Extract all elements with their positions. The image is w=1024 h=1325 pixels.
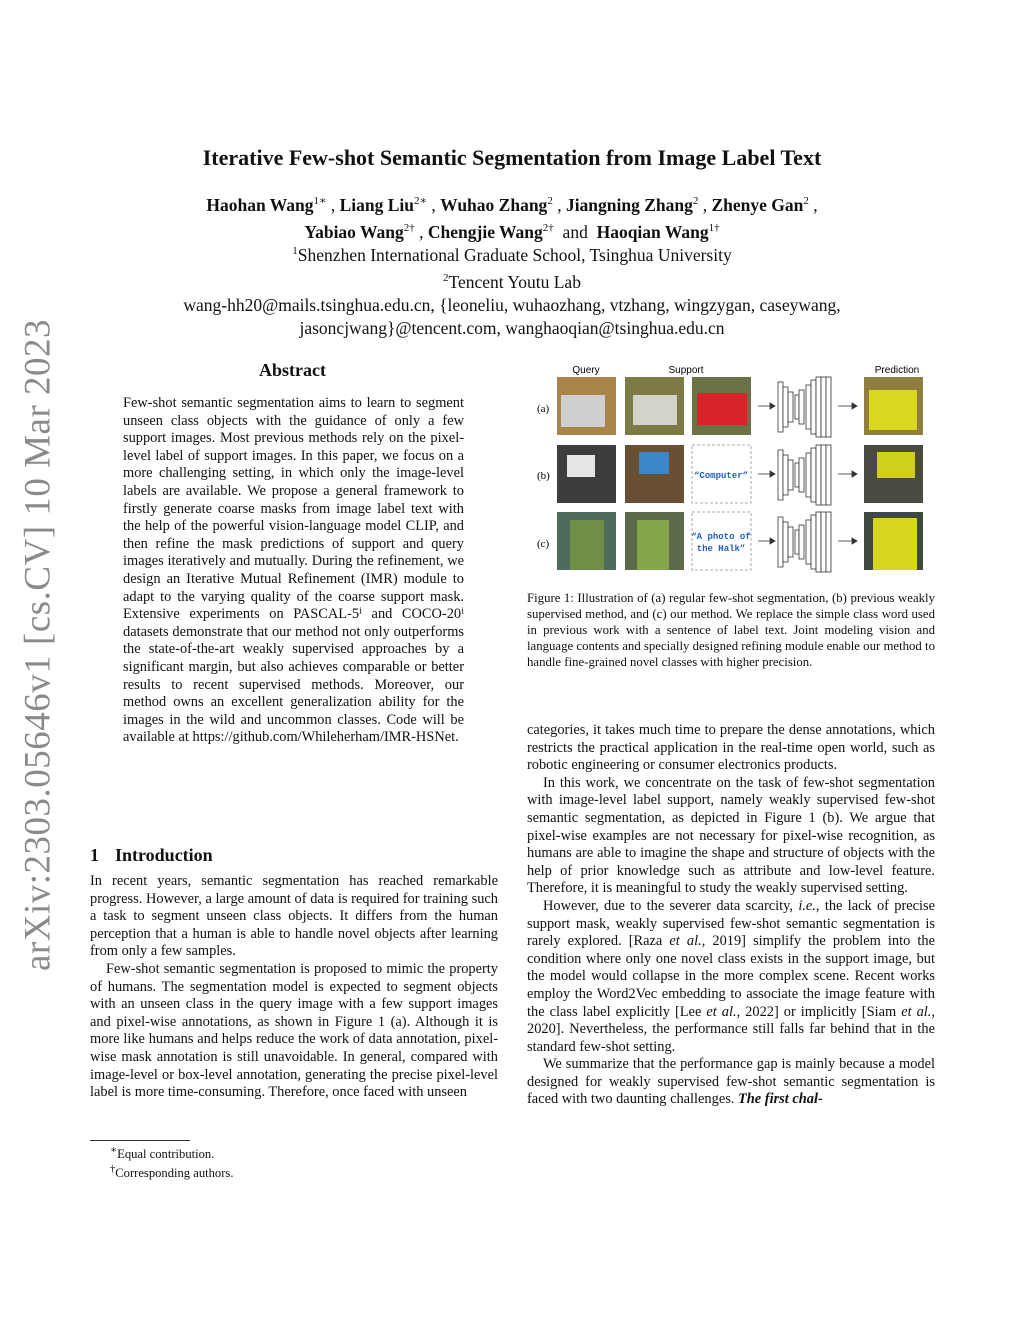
label-text-computer: “Computer” — [693, 471, 749, 481]
email-line-1: wang-hh20@mails.tsinghua.edu.cn, {leoneliu, wuhaozhang, vtzhang, wingzygan, caseywang, — [183, 294, 841, 315]
affiliation-1: $^1$Shenzhen International Graduate School, Tsinghua University — [292, 244, 732, 265]
author-line-2: Yabiao Wang$^{2\dagger}$ , Chengjie Wang$^{2\dagger}$ and Haoqian Wang$^{1\dagger}$ — [304, 221, 720, 242]
introduction-body — [90, 873, 498, 1102]
figure-1-graphic — [525, 360, 935, 580]
row-label-a: (a) — [537, 403, 550, 415]
row-c-images — [557, 512, 923, 570]
paper-title: Iterative Few-shot Semantic Segmentation from Image Label Text — [202, 145, 822, 170]
arxiv-identifier: arXiv:2303.05646v1 [cs.CV] 10 Mar 2023 — [17, 318, 58, 972]
figure-1-caption: Figure 1: Illustration of (a) regular few-shot segmentation, (b) previous weakly supervised method, and (c) our method. We replace the simple class word used in previous work with a sentence of label text. Joint modeling vision and language contents and specially designed refining module enable our method to handle fine-grained novel classes with higher precision. — [527, 591, 935, 670]
email-line-2: jasoncjwang}@tencent.com, wanghaoqian@tsinghua.edu.cn — [299, 317, 725, 338]
column-label-prediction: Prediction — [874, 365, 920, 376]
row-label-b: (b) — [537, 470, 550, 482]
right-paragraph-3: However, due to the severer data scarcity, i.e., the lack of precise support mask, weakly supervised few-shot semantic segmentation is rarely explored. [Raza et al., 2019] simplify the problem into the condition where only one novel class exists in the support image, but the model would collapse in the more complex scene. Recent works employ the Word2Vec embedding to associate the image feature with the class label explicitly [Lee et al., 2022] or implicitly [Siam et al., 2020]. Nevertheless, the performance still falls far behind that in the standard few-shot setting. — [527, 897, 936, 1055]
footnote-corresponding: †Corresponding authors. — [110, 1164, 234, 1181]
affiliations — [0, 240, 1024, 340]
yellow-mask-b — [877, 452, 915, 478]
network-row-a — [758, 377, 857, 437]
intro-paragraph-1: In recent years, semantic segmentation has reached remarkable progress. However, a large amount of data is required for training such a task to segment unseen class objects. It differs from the human perception that a human is able to handle novel objects after learning from only a few samples. — [90, 873, 498, 960]
footnotes — [90, 1143, 490, 1181]
column-label-support: Support — [668, 365, 704, 376]
right-paragraph-4: We summarize that the performance gap is mainly because a model designed for weakly supervised few-shot semantic segmentation is faced with two daunting challenges. The first chal- — [527, 1056, 935, 1108]
red-mask — [697, 393, 747, 425]
section-heading-introduction: 1 Introduction — [90, 845, 213, 865]
abstract-heading: Abstract — [259, 360, 326, 380]
label-text-hulk-line-2: the Halk” — [696, 544, 746, 554]
affiliation-2: $^2$Tencent Youtu Lab — [443, 271, 581, 292]
author-line-1: Haohan Wang$^{1∗}$ , Liang Liu$^{2∗}$ , Wuhao Zhang$^2$ , Jiangning Zhang$^2$ , Zhenye Gan$^2$ , — [206, 194, 818, 215]
footnote-equal: ∗Equal contribution. — [110, 1145, 215, 1162]
row-b-images — [557, 445, 923, 503]
right-column-body — [527, 722, 935, 1109]
footnote-rule — [90, 1140, 190, 1141]
yellow-mask-a — [869, 390, 917, 430]
figure-1 — [525, 360, 935, 580]
abstract-text: Few-shot semantic segmentation aims to learn to segment unseen class objects with the guidance of only a few support images. Most previous methods rely on the pixel-level label of support images. In this paper, we focus on a more challenging setting, in which only the image-level labels are available. We propose a general framework to firstly generate coarse masks from image label text with the help of the powerful vision-language model CLIP, and then refine the mask predictions of support and query images iteratively and mutually. During the refinement, we design an Iterative Mutual Refinement (IMR) module to adapt to the varying quality of the coarse support mask. Extensive experiments on PASCAL-5ⁱ and COCO-20ⁱ datasets demonstrate that our method not only outperforms the state-of-the-art weakly supervised approaches by a significant margin, but also achieves comparable or better results to recent supervised methods. Moreover, our method owns an excellent generalization ability for the images in the wild and uncommon classes. Code will be available at https://github.com/Whileherham/IMR-HSNet. — [123, 395, 464, 746]
right-paragraph-1: categories, it takes much time to prepare the dense annotations, which restricts the practical application in the real-time open world, such as robotic engineering or consumer electronics products. — [527, 722, 935, 774]
column-label-query: Query — [572, 365, 600, 376]
yellow-mask-c — [873, 518, 917, 570]
label-text-hulk-line-1: “A photo of — [691, 532, 751, 542]
intro-paragraph-2: Few-shot semantic segmentation is proposed to mimic the property of humans. The segmentation model is expected to segment objects with an unseen class in the query image with a few support images and pixel-wise annotations, as shown in Figure 1 (a). Although it is more like humans and helps reduce the work of data annotation, pixel-wise mask annotation is still unavoidable. In general, compared with image-level or box-level annotation, generating the precise pixel-level label is more time-consuming. Therefore, once faced with unseen — [90, 960, 498, 1101]
row-label-c: (c) — [537, 538, 550, 550]
author-list — [0, 190, 1024, 244]
right-paragraph-2: In this work, we concentrate on the task of few-shot segmentation with image-level label support, namely weakly supervised few-shot semantic segmentation, as depicted in Figure 1 (b). We argue that pixel-wise examples are not necessary for pixel-wise recognition, as humans are able to imagine the shape and structure of objects with the help of prior knowledge such as attribute and low-level feature. Therefore, it is meaningful to study the weakly supervised setting. — [527, 774, 935, 897]
network-row-b — [758, 445, 857, 505]
network-row-c — [758, 512, 857, 572]
row-a-images — [557, 377, 923, 435]
zebra-stripes — [561, 395, 605, 427]
